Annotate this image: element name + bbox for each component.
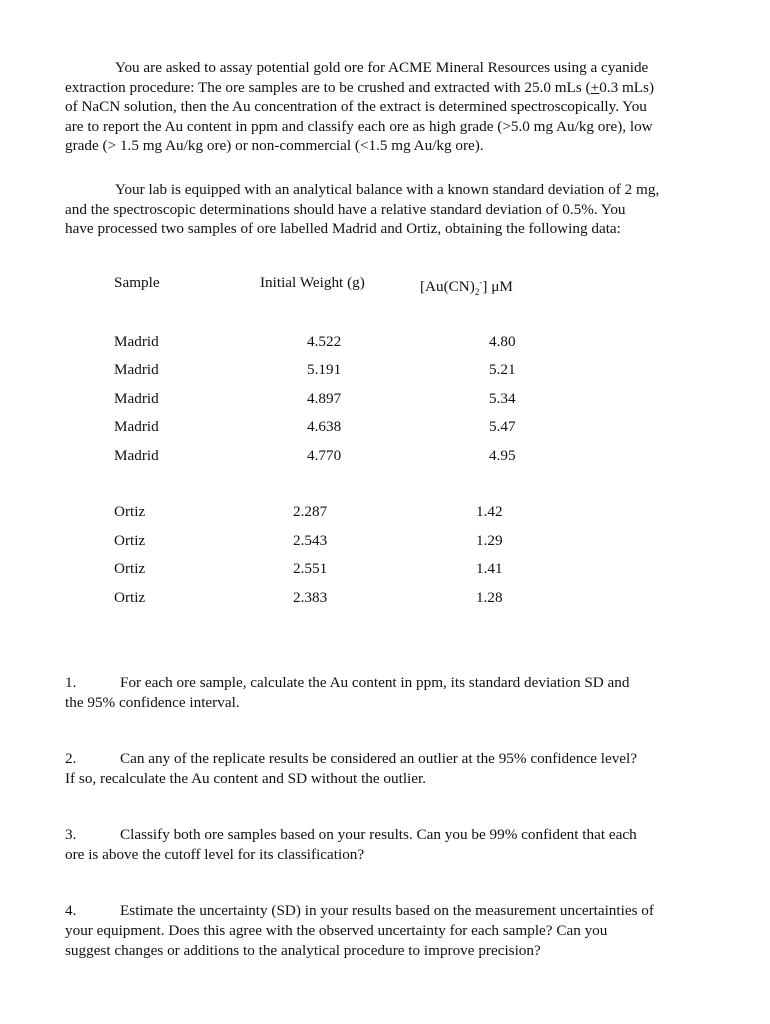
table-row-madrid-3-weight: 4.897 [307, 390, 342, 407]
lab-paragraph [65, 180, 705, 239]
intro-line-5: grade (> 1.5 mg Au/kg ore) or non-commercial (<1.5 mg Au/kg ore). [65, 137, 484, 154]
lab-line-3: have processed two samples of ore labelled Madrid and Ortiz, obtaining the following data: [65, 220, 621, 237]
question-1-line-1: For each ore sample, calculate the Au content in ppm, its standard deviation SD and [120, 674, 630, 691]
table-row-ortiz-4-weight: 2.383 [293, 589, 328, 606]
intro-line-1: You are asked to assay potential gold ore for ACME Mineral Resources using a cyanide [115, 59, 649, 76]
table-row-madrid-4-conc: 5.47 [489, 418, 516, 435]
table-row-madrid-5-weight: 4.770 [307, 447, 342, 464]
table-row-ortiz-4-sample: Ortiz [114, 589, 146, 606]
table-row-ortiz-2-sample: Ortiz [114, 532, 146, 549]
table-row-madrid-5-sample: Madrid [114, 447, 159, 464]
table-row-madrid-2-conc: 5.21 [489, 361, 516, 378]
table-row-ortiz-3-weight: 2.551 [293, 560, 328, 577]
intro-line-3: of NaCN solution, then the Au concentration of the extract is determined spectroscopically. You [65, 98, 647, 115]
table-row-ortiz-2-weight: 2.543 [293, 532, 328, 549]
question-2-number: 2. [65, 750, 77, 767]
table-row-madrid-1-sample: Madrid [114, 333, 159, 350]
intro-paragraph [65, 58, 705, 156]
table-row-madrid-4-weight: 4.638 [307, 418, 342, 435]
question-4-line-3: suggest changes or additions to the analytical procedure to improve precision? [65, 942, 541, 959]
question-4-line-2: your equipment. Does this agree with the observed uncertainty for each sample? Can you [65, 922, 608, 939]
table-row-madrid-2-weight: 5.191 [307, 361, 342, 378]
table-row-madrid-3-conc: 5.34 [489, 390, 516, 407]
question-4-line-1: Estimate the uncertainty (SD) in your results based on the measurement uncertainties of [120, 902, 654, 919]
question-4 [65, 901, 715, 961]
question-4-number: 4. [65, 902, 77, 919]
table-row-madrid-2-sample: Madrid [114, 361, 159, 378]
table-row-ortiz-4-conc: 1.28 [476, 589, 503, 606]
table-row-ortiz-3-conc: 1.41 [476, 560, 503, 577]
question-2-line-1: Can any of the replicate results be considered an outlier at the 95% confidence level? [120, 750, 638, 767]
lab-line-1: Your lab is equipped with an analytical balance with a known standard deviation of 2 mg, [115, 181, 660, 198]
header-initial-weight: Initial Weight (g) [260, 274, 365, 291]
table-row-ortiz-1-weight: 2.287 [293, 503, 328, 520]
table-row-madrid-1-weight: 4.522 [307, 333, 342, 350]
question-1-line-2: the 95% confidence interval. [65, 694, 240, 711]
table-row-madrid-5-conc: 4.95 [489, 447, 516, 464]
question-3-number: 3. [65, 826, 77, 843]
table-row-ortiz-3-sample: Ortiz [114, 560, 146, 577]
header-sample: Sample [114, 274, 160, 291]
header-concentration: $[Au(CN)_2^-]$ μM [420, 277, 513, 297]
lab-line-2: and the spectroscopic determinations should have a relative standard deviation of 0.5%. You [65, 200, 626, 218]
table-row-madrid-3-sample: Madrid [114, 390, 159, 407]
question-3-line-2: ore is above the cutoff level for its classification? [65, 846, 365, 863]
table-row-ortiz-2-conc: 1.29 [476, 532, 503, 549]
question-1 [65, 673, 715, 713]
intro-line-2: extraction procedure: The ore samples are to be crushed and extracted with 25.0 mLs (+0.3 mLs) [65, 78, 655, 96]
table-row-madrid-4-sample: Madrid [114, 418, 159, 435]
table-row-ortiz-1-sample: Ortiz [114, 503, 146, 520]
question-1-number: 1. [65, 674, 77, 691]
table-row-madrid-1-conc: 4.80 [489, 333, 516, 350]
table-row-ortiz-1-conc: 1.42 [476, 503, 503, 520]
question-2 [65, 749, 715, 789]
question-3-line-1: Classify both ore samples based on your results. Can you be 99% confident that each [120, 826, 637, 843]
intro-line-4: are to report the Au content in ppm and classify each ore as high grade (>5.0 mg Au/kg ore), low [65, 117, 653, 135]
question-2-line-2: If so, recalculate the Au content and SD without the outlier. [65, 770, 427, 787]
question-3 [65, 825, 715, 865]
plus-minus-sign: + [590, 78, 600, 96]
